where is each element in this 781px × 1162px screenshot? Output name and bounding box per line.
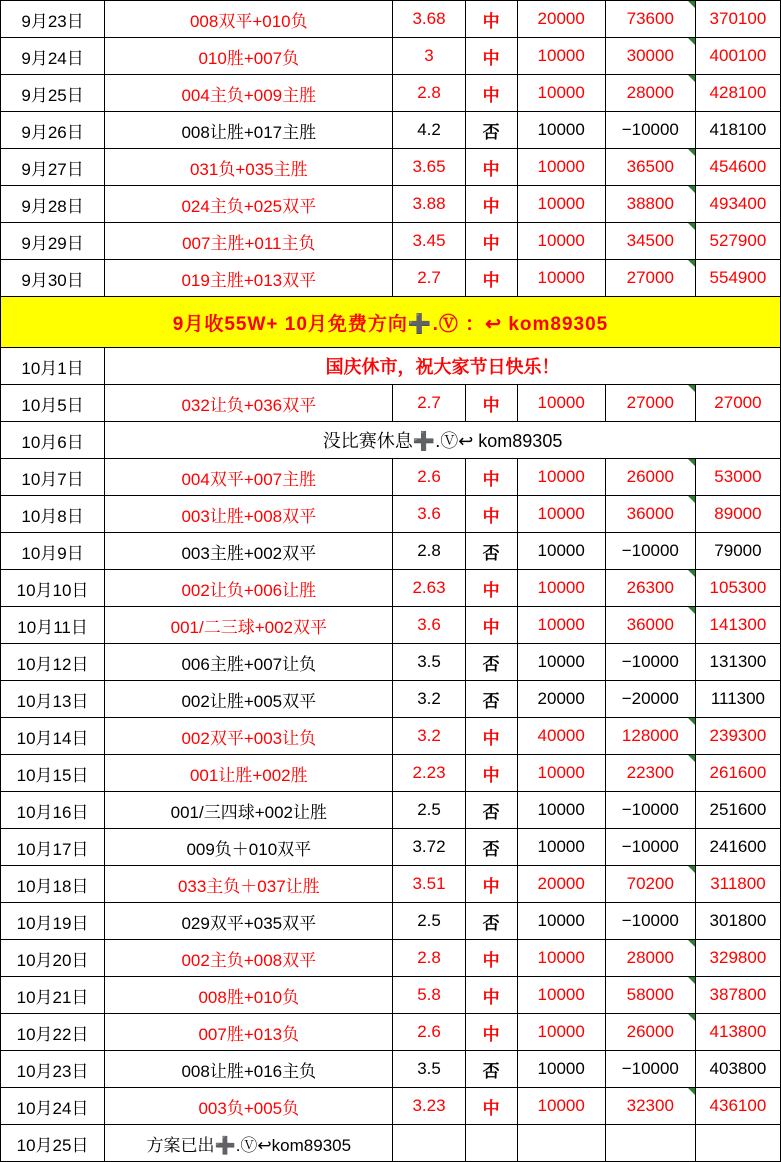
- table-row: [1, 385, 781, 422]
- row-pick: 002双平+003让负: [105, 718, 393, 755]
- row-stake: 40000: [517, 718, 605, 755]
- promo-banner-row: [1, 297, 781, 348]
- table-row: [1, 38, 781, 75]
- empty-cell: [393, 1125, 465, 1162]
- plan-released-row: [1, 1125, 781, 1162]
- row-profit: 34500: [605, 223, 695, 260]
- row-pick: 008胜+010负: [105, 977, 393, 1014]
- row-odds: 3.88: [393, 186, 465, 223]
- empty-cell: [695, 1125, 780, 1162]
- row-odds: 3.68: [393, 1, 465, 38]
- row-stake: 10000: [517, 149, 605, 186]
- table-row: [1, 644, 781, 681]
- row-profit: 73600: [605, 1, 695, 38]
- row-total: 53000: [695, 459, 780, 496]
- table-row: [1, 459, 781, 496]
- row-pick: 024主负+025双平: [105, 186, 393, 223]
- row-profit: 58000: [605, 977, 695, 1014]
- table-row: [1, 570, 781, 607]
- row-odds: 3.6: [393, 607, 465, 644]
- row-stake: 10000: [517, 75, 605, 112]
- row-result: 中: [465, 186, 517, 223]
- row-stake: 20000: [517, 681, 605, 718]
- row-result: 中: [465, 940, 517, 977]
- rest-day-row: [1, 422, 781, 459]
- table-row: [1, 186, 781, 223]
- row-stake: 10000: [517, 223, 605, 260]
- row-stake: 10000: [517, 112, 605, 149]
- row-profit: 36500: [605, 149, 695, 186]
- row-pick: 029双平+035双平: [105, 903, 393, 940]
- row-total: 370100: [695, 1, 780, 38]
- row-result: 否: [465, 644, 517, 681]
- table-row: [1, 149, 781, 186]
- row-pick: 019主胜+013双平: [105, 260, 393, 297]
- row-result: 否: [465, 112, 517, 149]
- row-pick: 002主负+008双平: [105, 940, 393, 977]
- row-total: 89000: [695, 496, 780, 533]
- row-pick: 008让胜+016主负: [105, 1051, 393, 1088]
- row-stake: 10000: [517, 792, 605, 829]
- row-odds: 2.8: [393, 75, 465, 112]
- row-result: 否: [465, 681, 517, 718]
- row-date: 10月7日: [1, 459, 105, 496]
- table-row: [1, 260, 781, 297]
- row-stake: 20000: [517, 1, 605, 38]
- row-profit: 27000: [605, 260, 695, 297]
- row-odds: 2.7: [393, 385, 465, 422]
- table-row: [1, 75, 781, 112]
- row-total: 400100: [695, 38, 780, 75]
- row-stake: 10000: [517, 570, 605, 607]
- empty-cell: [605, 1125, 695, 1162]
- row-profit: 70200: [605, 866, 695, 903]
- row-total: 428100: [695, 75, 780, 112]
- row-total: 251600: [695, 792, 780, 829]
- rest-day-text: 没比赛休息➕.Ⓥ↩ kom89305: [105, 422, 781, 459]
- row-stake: 10000: [517, 385, 605, 422]
- row-result: 中: [465, 1088, 517, 1125]
- row-total: 527900: [695, 223, 780, 260]
- holiday-notice-row: [1, 348, 781, 385]
- table-row: [1, 718, 781, 755]
- plan-released-text: 方案已出➕.Ⓥ↩kom89305: [105, 1125, 393, 1162]
- row-stake: 10000: [517, 755, 605, 792]
- row-odds: 2.23: [393, 755, 465, 792]
- row-result: 中: [465, 1, 517, 38]
- row-result: 否: [465, 1051, 517, 1088]
- row-odds: 3.72: [393, 829, 465, 866]
- row-total: 418100: [695, 112, 780, 149]
- row-stake: 20000: [517, 866, 605, 903]
- row-stake: 10000: [517, 977, 605, 1014]
- row-pick: 008双平+010负: [105, 1, 393, 38]
- row-pick: 008让胜+017主胜: [105, 112, 393, 149]
- row-total: 436100: [695, 1088, 780, 1125]
- row-result: 中: [465, 223, 517, 260]
- row-pick: 002让胜+005双平: [105, 681, 393, 718]
- empty-cell: [465, 1125, 517, 1162]
- row-result: 中: [465, 38, 517, 75]
- row-pick: 007主胜+011主负: [105, 223, 393, 260]
- row-date: 10月16日: [1, 792, 105, 829]
- table-row: [1, 940, 781, 977]
- row-profit: 30000: [605, 38, 695, 75]
- row-result: 否: [465, 533, 517, 570]
- table-row: [1, 607, 781, 644]
- row-date: 9月29日: [1, 223, 105, 260]
- row-profit: 26000: [605, 1014, 695, 1051]
- row-pick: 032让负+036双平: [105, 385, 393, 422]
- promo-banner-text: 9月收55W+ 10月免费方向➕.Ⓥ ：↩ kom89305: [1, 297, 781, 348]
- row-odds: 3.2: [393, 718, 465, 755]
- table-body: [1, 1, 781, 1162]
- row-date: 10月21日: [1, 977, 105, 1014]
- row-profit: 26300: [605, 570, 695, 607]
- row-odds: 3: [393, 38, 465, 75]
- row-result: 中: [465, 570, 517, 607]
- row-date: 9月26日: [1, 112, 105, 149]
- row-pick: 009负＋010双平: [105, 829, 393, 866]
- row-date: 9月24日: [1, 38, 105, 75]
- row-odds: 2.6: [393, 1014, 465, 1051]
- row-date: 9月27日: [1, 149, 105, 186]
- row-pick: 007胜+013负: [105, 1014, 393, 1051]
- row-stake: 10000: [517, 644, 605, 681]
- row-profit: 128000: [605, 718, 695, 755]
- row-stake: 10000: [517, 829, 605, 866]
- row-total: 454600: [695, 149, 780, 186]
- row-date: 10月11日: [1, 607, 105, 644]
- row-odds: 2.8: [393, 533, 465, 570]
- row-pick: 003主胜+002双平: [105, 533, 393, 570]
- row-odds: 2.6: [393, 459, 465, 496]
- row-stake: 10000: [517, 533, 605, 570]
- row-stake: 10000: [517, 607, 605, 644]
- table-row: [1, 681, 781, 718]
- row-pick: 003让胜+008双平: [105, 496, 393, 533]
- row-profit: −10000: [605, 792, 695, 829]
- row-date: 10月10日: [1, 570, 105, 607]
- row-result: 中: [465, 496, 517, 533]
- row-total: 301800: [695, 903, 780, 940]
- row-profit: −20000: [605, 681, 695, 718]
- row-odds: 3.51: [393, 866, 465, 903]
- row-pick: 006主胜+007让负: [105, 644, 393, 681]
- row-result: 中: [465, 149, 517, 186]
- row-date: 10月14日: [1, 718, 105, 755]
- row-pick: 004双平+007主胜: [105, 459, 393, 496]
- table-row: [1, 533, 781, 570]
- row-result: 否: [465, 829, 517, 866]
- row-pick: 002让负+006让胜: [105, 570, 393, 607]
- table-row: [1, 496, 781, 533]
- row-date: 10月23日: [1, 1051, 105, 1088]
- table-row: [1, 903, 781, 940]
- empty-cell: [517, 1125, 605, 1162]
- row-date: 10月25日: [1, 1125, 105, 1162]
- row-total: 105300: [695, 570, 780, 607]
- row-result: 中: [465, 866, 517, 903]
- row-profit: 28000: [605, 75, 695, 112]
- row-odds: 5.8: [393, 977, 465, 1014]
- row-result: 中: [465, 260, 517, 297]
- row-total: 141300: [695, 607, 780, 644]
- row-date: 10月12日: [1, 644, 105, 681]
- table-row: [1, 792, 781, 829]
- row-profit: 22300: [605, 755, 695, 792]
- row-total: 27000: [695, 385, 780, 422]
- row-profit: 27000: [605, 385, 695, 422]
- row-odds: 3.23: [393, 1088, 465, 1125]
- row-total: 131300: [695, 644, 780, 681]
- row-total: 239300: [695, 718, 780, 755]
- row-odds: 2.8: [393, 940, 465, 977]
- row-pick: 010胜+007负: [105, 38, 393, 75]
- row-pick: 033主负＋037让胜: [105, 866, 393, 903]
- row-result: 中: [465, 755, 517, 792]
- row-odds: 3.6: [393, 496, 465, 533]
- row-date: 10月18日: [1, 866, 105, 903]
- table-row: [1, 755, 781, 792]
- row-date: 9月30日: [1, 260, 105, 297]
- table-row: [1, 866, 781, 903]
- row-profit: 32300: [605, 1088, 695, 1125]
- row-total: 111300: [695, 681, 780, 718]
- row-profit: −10000: [605, 112, 695, 149]
- row-pick: 004主负+009主胜: [105, 75, 393, 112]
- row-profit: 28000: [605, 940, 695, 977]
- row-date: 9月25日: [1, 75, 105, 112]
- row-total: 413800: [695, 1014, 780, 1051]
- row-result: 否: [465, 903, 517, 940]
- table-row: [1, 1088, 781, 1125]
- row-pick: 001让胜+002胜: [105, 755, 393, 792]
- row-date: 10月9日: [1, 533, 105, 570]
- row-odds: 2.7: [393, 260, 465, 297]
- row-date: 10月24日: [1, 1088, 105, 1125]
- row-stake: 10000: [517, 186, 605, 223]
- row-result: 中: [465, 75, 517, 112]
- row-stake: 10000: [517, 38, 605, 75]
- row-date: 10月15日: [1, 755, 105, 792]
- row-profit: −10000: [605, 1051, 695, 1088]
- row-profit: −10000: [605, 644, 695, 681]
- row-odds: 2.5: [393, 792, 465, 829]
- row-profit: −10000: [605, 903, 695, 940]
- row-total: 329800: [695, 940, 780, 977]
- row-odds: 2.63: [393, 570, 465, 607]
- row-stake: 10000: [517, 1051, 605, 1088]
- row-result: 中: [465, 718, 517, 755]
- row-total: 79000: [695, 533, 780, 570]
- row-result: 中: [465, 385, 517, 422]
- row-date: 9月23日: [1, 1, 105, 38]
- row-pick: 031负+035主胜: [105, 149, 393, 186]
- row-profit: 38800: [605, 186, 695, 223]
- row-total: 241600: [695, 829, 780, 866]
- row-date: 10月6日: [1, 422, 105, 459]
- row-date: 10月13日: [1, 681, 105, 718]
- row-result: 否: [465, 792, 517, 829]
- row-date: 10月5日: [1, 385, 105, 422]
- row-result: 中: [465, 1014, 517, 1051]
- row-odds: 3.65: [393, 149, 465, 186]
- row-stake: 10000: [517, 496, 605, 533]
- row-stake: 10000: [517, 1088, 605, 1125]
- row-pick: 003负+005负: [105, 1088, 393, 1125]
- row-date: 10月19日: [1, 903, 105, 940]
- table-row: [1, 1014, 781, 1051]
- row-date: 10月22日: [1, 1014, 105, 1051]
- row-odds: 3.2: [393, 681, 465, 718]
- row-pick: 001/三四球+002让胜: [105, 792, 393, 829]
- row-odds: 3.45: [393, 223, 465, 260]
- row-total: 387800: [695, 977, 780, 1014]
- row-odds: 3.5: [393, 644, 465, 681]
- row-total: 261600: [695, 755, 780, 792]
- table-row: [1, 1, 781, 38]
- row-profit: 36000: [605, 496, 695, 533]
- row-pick: 001/二三球+002双平: [105, 607, 393, 644]
- row-profit: 36000: [605, 607, 695, 644]
- row-date: 10月8日: [1, 496, 105, 533]
- row-profit: 26000: [605, 459, 695, 496]
- row-total: 493400: [695, 186, 780, 223]
- row-profit: −10000: [605, 829, 695, 866]
- row-total: 554900: [695, 260, 780, 297]
- row-result: 中: [465, 977, 517, 1014]
- row-total: 311800: [695, 866, 780, 903]
- row-total: 403800: [695, 1051, 780, 1088]
- row-odds: 2.5: [393, 903, 465, 940]
- row-stake: 10000: [517, 260, 605, 297]
- row-stake: 10000: [517, 903, 605, 940]
- row-stake: 10000: [517, 459, 605, 496]
- row-result: 中: [465, 459, 517, 496]
- row-stake: 10000: [517, 1014, 605, 1051]
- row-date: 10月17日: [1, 829, 105, 866]
- row-date: 10月1日: [1, 348, 105, 385]
- table-row: [1, 1051, 781, 1088]
- row-date: 10月20日: [1, 940, 105, 977]
- row-profit: −10000: [605, 533, 695, 570]
- row-result: 中: [465, 607, 517, 644]
- row-stake: 10000: [517, 940, 605, 977]
- holiday-notice-text: 国庆休市，祝大家节日快乐！: [105, 348, 781, 385]
- row-odds: 3.5: [393, 1051, 465, 1088]
- table-row: [1, 112, 781, 149]
- table-row: [1, 829, 781, 866]
- row-date: 9月28日: [1, 186, 105, 223]
- table-row: [1, 223, 781, 260]
- table-row: [1, 977, 781, 1014]
- row-odds: 4.2: [393, 112, 465, 149]
